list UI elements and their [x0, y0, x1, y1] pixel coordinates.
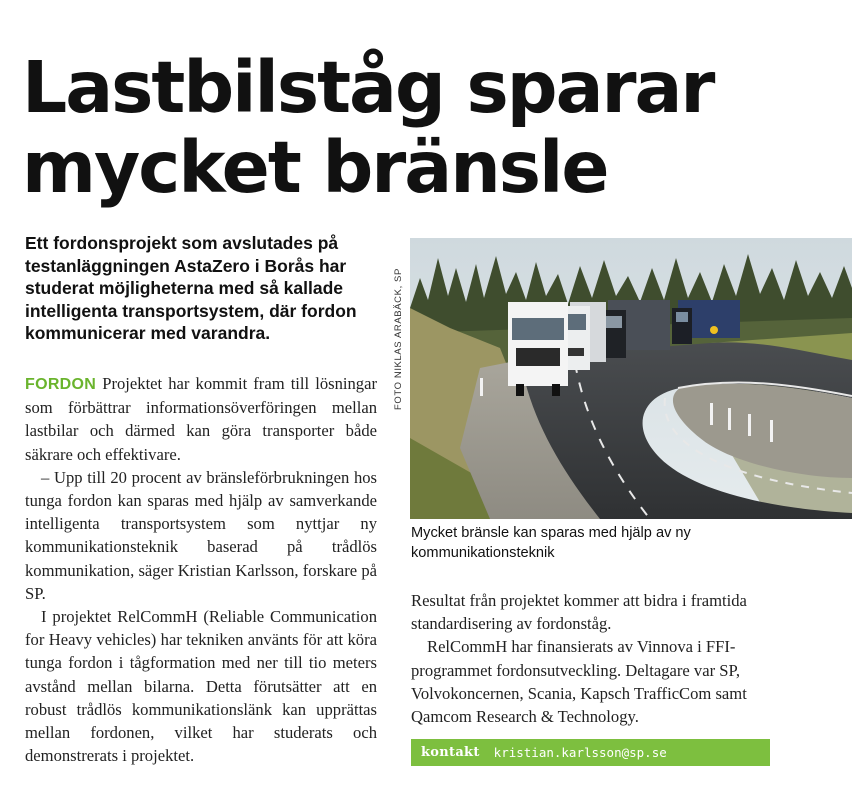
photo-credit-text: FOTO NIKLAS ARABÄCK, SP	[393, 268, 404, 410]
body-paragraph-3: I projektet RelCommH (Reliable Communication for Heavy vehicles) har tekniken använts för att köra tunga fordon i tågformation med ner till tio meters avstånd mellan bilarna. Detta förutsätter att en robust trådlös kommunikationslänk kan upprättas mellan fordonen, vilket har studerats och demonstrerats i projektet.	[25, 607, 377, 766]
truck-3	[602, 300, 670, 358]
contact-email-link[interactable]: kristian.karlsson@sp.se	[493, 745, 667, 760]
body-paragraph-1	[25, 372, 377, 466]
body-paragraph-2: – Upp till 20 procent av bränsleförbrukningen hos tunga fordon kan sparas med hjälp av samverkande intelligenta transportsystem som nyttjar ny kommunikationsteknik baserad på trådlös kommunikation, säger Kristian Karlsson, forskare på SP.	[25, 467, 377, 603]
body-paragraph-4: Resultat från projektet kommer att bidra i framtida standardisering av fordonståg.	[411, 591, 747, 634]
article-column-right	[411, 589, 771, 728]
section-kicker: FORDON	[25, 376, 97, 393]
photo-credit	[393, 240, 407, 410]
truck-1	[508, 302, 568, 396]
headline-line-1: Lastbilståg sparar	[22, 46, 714, 129]
contact-label: kontakt	[421, 745, 480, 760]
photo-caption: Mycket bränsle kan sparas med hjälp av ny kommunikationsteknik	[411, 525, 691, 561]
article-column-left	[25, 372, 377, 767]
body-paragraph-5: RelCommH har finansierats av Vinnova i FFI-programmet fordonsutveckling. Deltagare var SP, Volvokoncernen, Scania, Kapsch TrafficCom samt Qamcom Research & Technology.	[411, 637, 747, 727]
body-paragraph-1-text: Projektet har kommit fram till lösningar som förbättrar informationsöverföringen mellan lastbilar och därmed kan göra transporter både säkrare och effektivare.	[25, 374, 377, 464]
lead-paragraph: Ett fordonsprojekt som avslutades på testanläggningen AstaZero i Borås har studerat möjligheterna med så kallade intelligenta transportsystem, där fordon kommunicerar med varandra.	[25, 233, 357, 343]
truck-platoon-photo	[410, 238, 852, 519]
headline-line-2: mycket bränsle	[22, 126, 608, 209]
contact-bar	[411, 739, 770, 766]
headline	[22, 48, 842, 208]
truck-4	[672, 300, 740, 344]
